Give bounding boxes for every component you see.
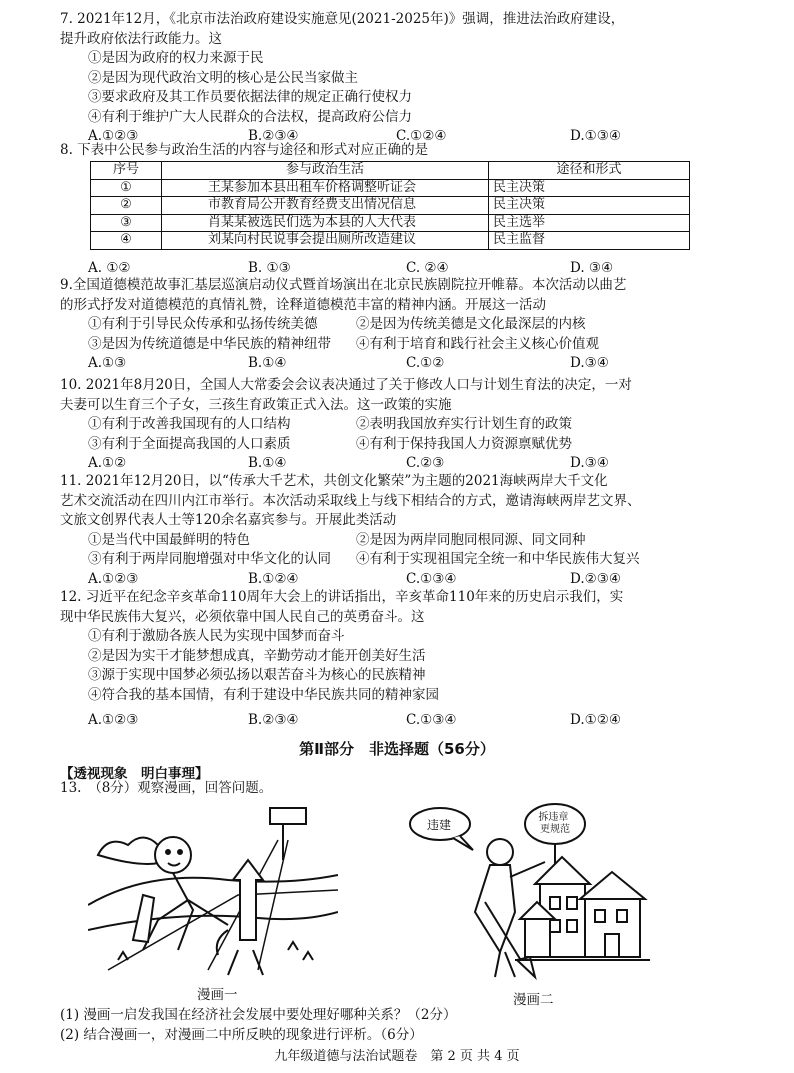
q7-choice-c: C.①②④ [396,128,447,144]
q10-options-row2 [60,435,750,455]
q11-options-row1 [60,531,750,551]
cartoon-one-caption: 漫画一 [197,987,238,1003]
q7-option-1: ①是因为政府的权力来源于民 [88,50,264,66]
q8-header-no: 序号 [91,162,162,180]
question-8 [60,141,750,161]
q8-header-form: 途径和形式 [489,162,690,180]
cartoon-two-sign-line1: 拆违章 [538,812,569,823]
q7-option-4: ④有利于维护广大人民群众的合法权，提高政府公信力 [88,108,412,125]
q8-stem: 8. 下表中公民参与政治生活的内容与途径和形式对应正确的是 [60,142,429,158]
q8-table-header-row [91,162,690,180]
q10-choice-d: D.③④ [570,455,609,471]
q11-choice-b: B.①②④ [248,570,299,587]
question-7 [60,10,750,147]
q12-option-1: ①有利于激励各族人民为实现中国梦而奋斗 [88,628,345,644]
q9-option-2: ②是因为传统美德是文化最深层的内核 [356,316,586,332]
q7-stem-line1: 7. 2021年12月，《北京市法治政府建设实施意见(2021-2025年)》强调，推进法治政府建设， [60,11,625,27]
q10-stem-line2: 夫妻可以生育三个子女，三孩生育政策正式入法。这一政策的实施 [60,396,452,413]
q9-option-3: ③是因为传统道德是中华民族的精神纽带 [88,335,331,352]
q8-cell: ④ [91,232,162,250]
q12-stem-line1: 12. 习近平在纪念辛亥革命110周年大会上的讲话指出，辛亥革命110年来的历史启示我们，实 [60,589,624,605]
q10-choice-c: C.②③ [406,455,445,471]
section-title: 第Ⅱ部分 非选择题（56分） [299,740,495,758]
q11-choice-c: C.①③④ [406,570,457,587]
q9-option-4: ④有利于培育和践行社会主义核心价值观 [356,335,599,352]
q12-option-3: ③源于实现中国梦必须弘扬以艰苦奋斗为核心的民族精神 [88,667,426,683]
q7-choice-b: B.②③④ [248,128,299,144]
q13-sub-1: (1) 漫画一启发我国在经济社会发展中要处理好哪种关系？（2分） [60,1007,457,1023]
section-header: 【透视现象 明白事理】 [60,766,209,782]
q11-stem-line1: 11. 2021年12月20日，以“传承大千艺术，共创文化繁荣”为主题的2021海峡两岸大千文化 [60,473,608,489]
q9-choice-a: A.①③ [88,355,127,371]
question-13 [60,779,750,799]
q12-choice-b: B.②③④ [248,712,299,728]
q8-choice-a: A. ①② [88,260,131,276]
cartoon-two-sign-text [538,810,571,835]
q7-choice-a: A.①②③ [88,128,139,144]
q9-option-1: ①有利于引导民众传承和弘扬传统美德 [88,316,318,332]
q11-choice-a: A.①②③ [88,570,139,587]
page-footer: 九年级道德与法治试题卷 第 2 页 共 4 页 [274,1049,520,1064]
q8-cell: 民主选举 [489,214,690,232]
q10-choice-a: A.①② [88,455,127,471]
q11-choices [60,570,750,590]
q13-stem: 13. （8分）观察漫画，回答问题。 [60,780,273,796]
q12-stem-line2: 现中华民族伟大复兴，必须依靠中国人民自己的英勇奋斗。这 [60,608,425,625]
q7-option-2: ②是因为现代政治文明的核心是公民当家做主 [88,69,358,86]
q7-choice-d: D.①③④ [570,128,621,144]
q8-cell: 民主监督 [489,232,690,250]
q8-cell: ③ [91,214,162,232]
q9-stem-line2: 的形式抒发对道德模范的真情礼赞，诠释道德模范丰富的精神内涵。开展这一活动 [60,296,546,313]
q8-cell: 民主决策 [489,179,690,197]
cartoon-two-caption: 漫画二 [513,992,554,1008]
q12-choice-a: A.①②③ [88,712,139,728]
q8-cell: 肖某某被选民们选为本县的人大代表 [162,214,489,232]
q11-options-row2 [60,550,750,570]
q12-choices [60,711,750,731]
q9-choice-d: D.③④ [570,355,609,371]
q13-subquestions [60,1006,750,1045]
cartoon-two-image [405,802,655,982]
table-row [91,214,690,232]
q8-choice-c: C. ②④ [406,260,449,276]
cartoon-two-sign-line2: 更规范 [540,824,570,835]
q11-option-3: ③有利于两岸同胞增强对中华文化的认同 [88,551,331,567]
question-11 [60,472,750,589]
q8-choice-d: D. ③④ [570,260,614,276]
q8-cell: 刘某向村民说事会提出厕所改造建议 [162,232,489,250]
q9-choice-c: C.①② [406,355,445,371]
q10-option-2: ②表明我国放弃实行计划生育的政策 [356,416,572,432]
q8-cell: ① [91,179,162,197]
q9-choices [60,354,750,374]
q7-stem-line2: 提升政府依法行政能力。这 [60,30,222,47]
q11-option-1: ①是当代中国最鲜明的特色 [88,531,250,548]
q10-options-row1 [60,415,750,435]
cartoon-one-image [88,800,338,980]
question-10 [60,376,750,474]
q7-option-3: ③要求政府及其工作员要依据法律的规定正确行使权力 [88,89,412,105]
q8-cell: 民主决策 [489,197,690,215]
q11-option-4: ④有利于实现祖国完全统一和中华民族伟大复兴 [356,551,640,567]
q10-option-4: ④有利于保持我国人力资源禀赋优势 [356,435,572,452]
q12-choice-d: D.①②④ [570,712,621,728]
q10-stem-line1: 10. 2021年8月20日，全国人大常委会会议表决通过了关于修改人口与计划生育法的决定，一对 [60,377,632,393]
q11-stem-line2: 艺术交流活动在四川内江市举行。本次活动采取线上与线下相结合的方式，邀请海峡两岸艺文界、 [60,492,641,509]
q12-option-2: ②是因为实干才能梦想成真，辛勤劳动才能开创美好生活 [88,647,426,664]
q9-options-row1 [60,315,750,335]
q8-cell: ② [91,197,162,215]
q8-cell: 市教育局公开教育经费支出情况信息 [162,197,489,215]
q13-sub-2: (2) 结合漫画一，对漫画二中所反映的现象进行评析。（6分） [60,1026,423,1043]
q10-option-3: ③有利于全面提高我国的人口素质 [88,435,291,452]
q8-header-content: 参与政治生活 [162,162,489,180]
question-12 [60,588,750,731]
q10-option-1: ①有利于改善我国现有的人口结构 [88,416,291,432]
q11-option-2: ②是因为两岸同胞同根同源、同文同种 [356,531,586,548]
q12-option-4: ④符合我的基本国情，有利于建设中华民族共同的精神家园 [88,686,439,703]
q11-choice-d: D.②③④ [570,570,621,587]
table-row [91,197,690,215]
q10-choice-b: B.①④ [248,455,287,471]
q8-table [90,161,690,250]
cartoon-two-bubble-text: 违建 [427,818,452,832]
q12-choice-c: C.①③④ [406,712,457,728]
question-9 [60,276,750,374]
q10-choices [60,454,750,474]
q9-stem-line1: 9.全国道德模范故事汇基层巡演启动仪式暨首场演出在北京民族剧院拉开帷幕。本次活动以曲艺 [60,277,627,293]
q9-choice-b: B.①④ [248,355,287,371]
table-row [91,179,690,197]
q9-options-row2 [60,335,750,355]
q8-cell: 王某参加本县出租车价格调整听证会 [162,179,489,197]
q11-stem-line3: 文旅文创界代表人士等120余名嘉宾参与。开展此类活动 [60,512,397,528]
q8-choice-b: B. ①③ [248,260,291,276]
table-row [91,232,690,250]
